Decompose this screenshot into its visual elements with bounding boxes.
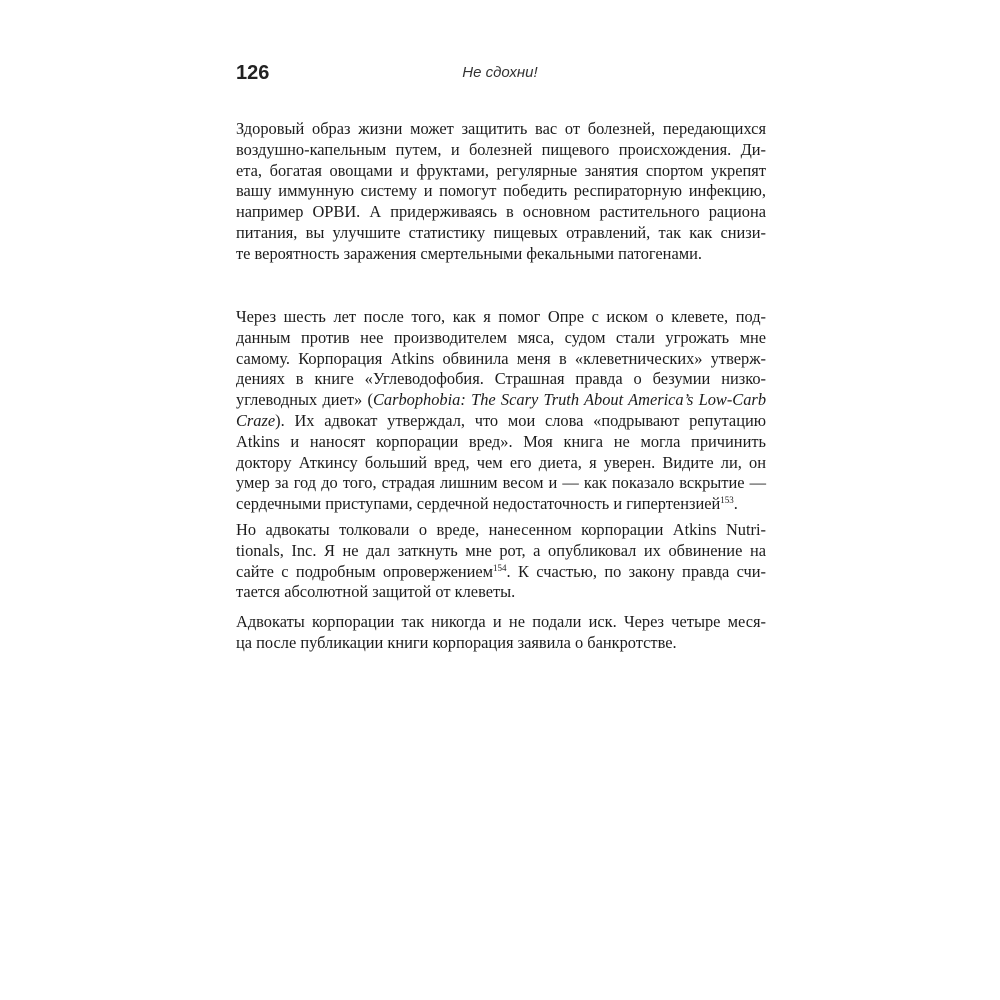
paragraph-3	[236, 520, 766, 603]
text-line: дениях в книге «Углеводофобия. Страшная правда о безумии низко-	[236, 369, 766, 389]
text-line: воздушно-капельным путем, и болезней пищевого происхождения. Ди-	[236, 139, 766, 159]
text-segment: . К счастью, по закону правда счи-	[506, 561, 766, 581]
text-line: Через шесть лет после того, как я помог Опре с иском о клевете, под-	[236, 307, 766, 326]
text-line: умер за год до того, страдая лишним весом и — как показало вскрытие —	[236, 473, 766, 493]
text-segment: .	[733, 494, 738, 514]
text-line	[236, 494, 766, 515]
book-title-italic: Craze	[236, 410, 276, 430]
text-line	[236, 562, 766, 583]
running-title: Не сдохни!	[462, 64, 538, 81]
text-segment: сердечными приступами, сердечной недостаточность и гипертензией	[236, 494, 721, 514]
book-title-italic: Carbophobia: The Scary Truth About America’s Low-Carb	[372, 390, 767, 410]
text-line: доктору Аткинсу больший вред, чем его диета, я уверен. Видите ли, он	[236, 452, 766, 472]
page-number: 126	[236, 62, 270, 84]
text-line: например ОРВИ. А придерживаясь в основном растительного рациона	[236, 202, 766, 222]
text-segment: углеводных диет» (	[236, 390, 373, 410]
text-line: самому. Корпорация Atkins обвинила меня в «клеветнических» утверж-	[236, 348, 766, 368]
text-line: tionals, Inc. Я не дал заткнуть мне рот, а опубликовал их обвинение на	[236, 540, 766, 560]
text-line	[236, 411, 766, 432]
footnote-ref[interactable]: 153	[720, 495, 734, 506]
text-line: ца после публикации книги корпорация заявила о банкротстве.	[236, 632, 677, 652]
text-line: данным против нее производителем мяса, судом стали угрожать мне	[236, 327, 766, 347]
text-line: те вероятность заражения смертельными фекальными патогенами.	[236, 243, 702, 263]
paragraph-1	[236, 119, 766, 265]
text-segment: сайте с подробным опровержением	[236, 561, 494, 581]
text-line: тается абсолютной защитой от клеветы.	[236, 582, 516, 602]
paragraph-2	[236, 307, 766, 515]
text-line	[236, 390, 766, 411]
text-line: Atkins и наносят корпорации вред». Моя книга не могла причинить	[236, 431, 766, 451]
text-line: вашу иммунную систему и помогут победить респираторную инфекцию,	[236, 181, 766, 201]
footnote-ref[interactable]: 154	[493, 562, 507, 573]
text-line: Здоровый образ жизни может защитить вас от болезней, передающихся	[236, 119, 766, 138]
text-segment: ). Их адвокат утверждал, что мои слова «подрывают репутацию	[275, 410, 766, 430]
text-line: ета, богатая овощами и фруктами, регулярные занятия спортом укрепят	[236, 160, 766, 180]
paragraph-4	[236, 612, 766, 654]
text-line: Но адвокаты толковали о вреде, нанесенном корпорации Atkins Nutri-	[236, 520, 766, 539]
text-line: питания, вы улучшите статистику пищевых отравлений, так как снизи-	[236, 222, 766, 242]
text-line: Адвокаты корпорации так никогда и не подали иск. Через четыре меся-	[236, 612, 766, 631]
